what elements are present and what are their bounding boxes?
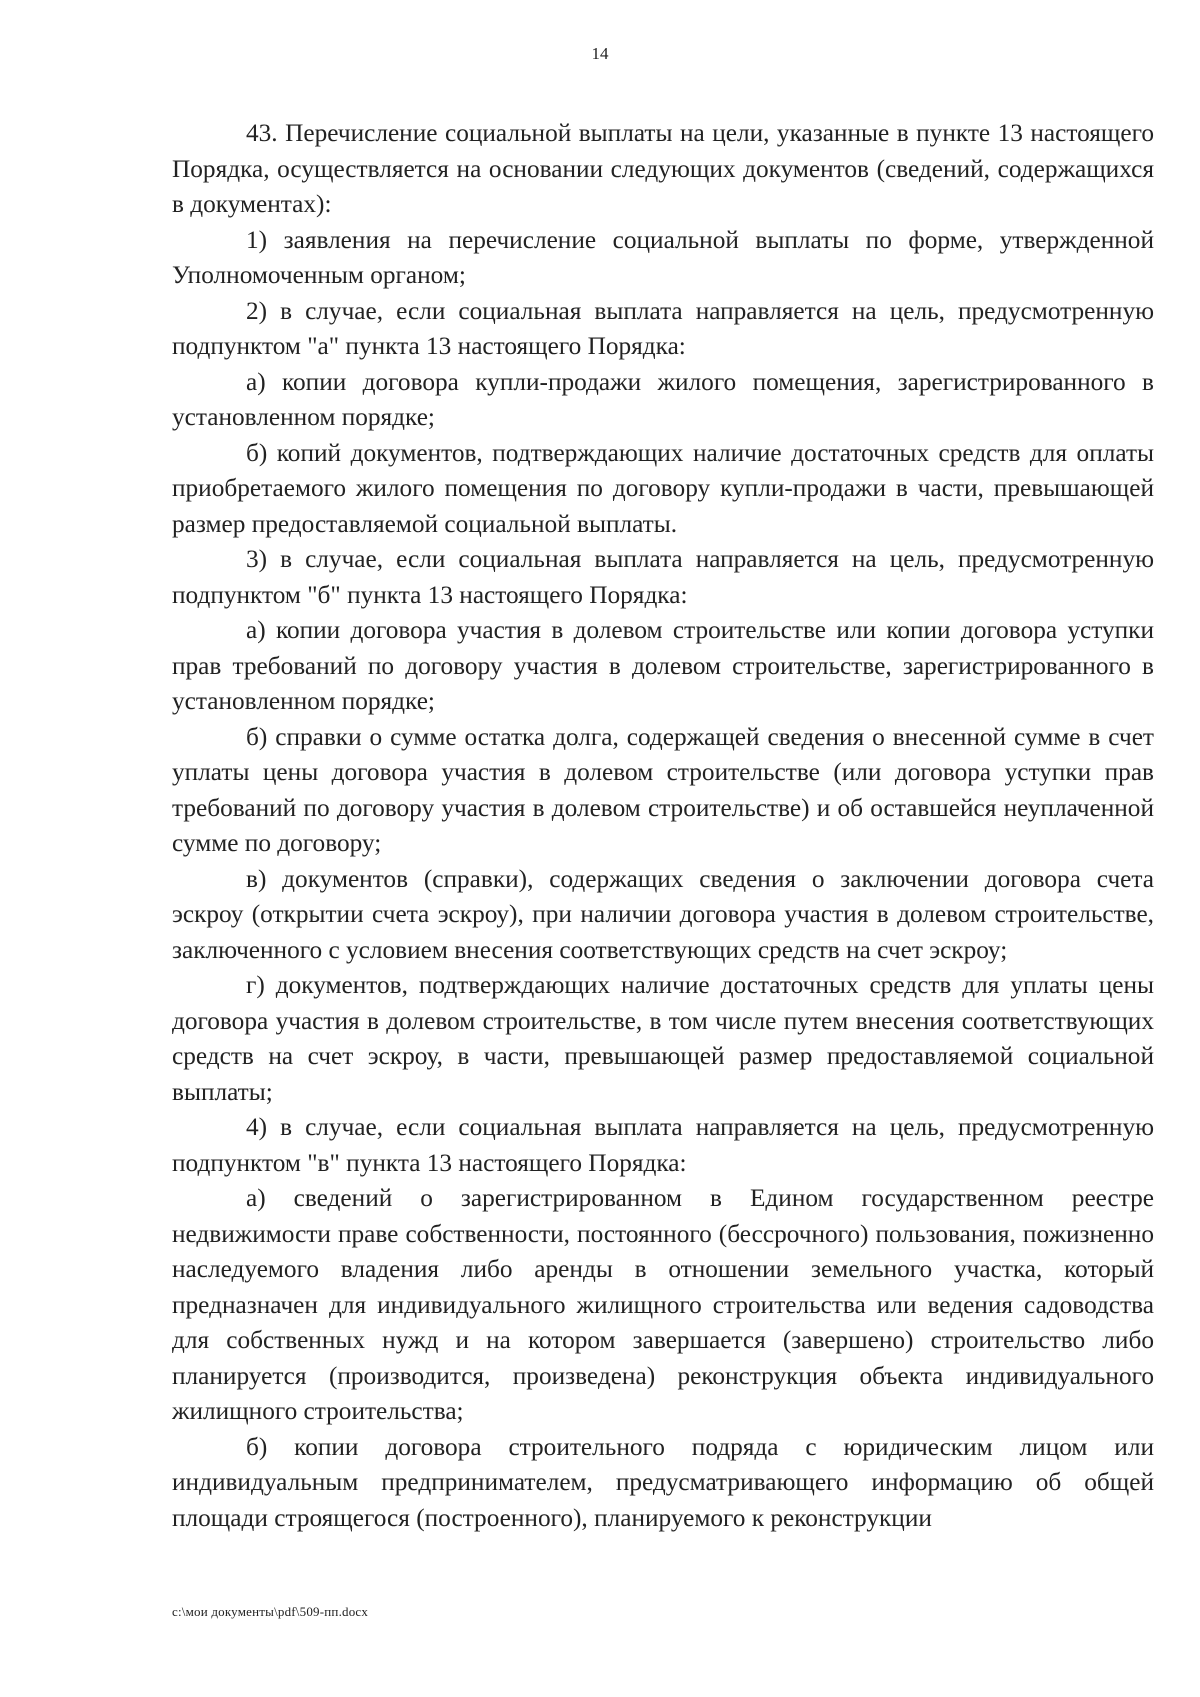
paragraph-item-3g: г) документов, подтверждающих наличие достаточных средств для уплаты цены договора участия в долевом строительстве, в том числе путем внесения соответствующих средств на счет эскроу, в части, превышающей размер предоставляемой социальной выплаты;: [172, 971, 1154, 1106]
paragraph-item-3b: б) справки о сумме остатка долга, содержащей сведения о внесенной сумме в счет уплаты цены договора участия в долевом строительстве (или договора уступки прав требований по договору участия в долевом строительстве) и об оставшейся неуплаченной сумме по договору;: [172, 722, 1154, 857]
paragraph-item-2a: а) копии договора купли-продажи жилого помещения, зарегистрированного в установленном порядке;: [172, 367, 1154, 431]
paragraph-item-4: 4) в случае, если социальная выплата направляется на цель, предусмотренную подпунктом "в" пункта 13 настоящего Порядка:: [172, 1113, 1154, 1177]
paragraph-item-3: 3) в случае, если социальная выплата направляется на цель, предусмотренную подпунктом "б" пункта 13 настоящего Порядка:: [172, 545, 1154, 609]
paragraph-item-3a: а) копии договора участия в долевом строительстве или копии договора уступки прав требований по договору участия в долевом строительстве, зарегистрированного в установленном порядке;: [172, 616, 1154, 715]
paragraph-item-3v: в) документов (справки), содержащих сведения о заключении договора счета эскроу (открытии счета эскроу), при наличии договора участия в долевом строительстве, заключенного с условием внесения соответствующих средств на счет эскроу;: [172, 864, 1154, 964]
document-body: [172, 116, 1154, 1536]
paragraph-43-intro: 43. Перечисление социальной выплаты на цели, указанные в пункте 13 настоящего Порядка, осуществляется на основании следующих документов (сведений, содержащихся в документах):: [172, 119, 1154, 218]
page-number: 14: [591, 44, 609, 63]
paragraph-item-2b: б) копий документов, подтверждающих наличие достаточных средств для оплаты приобретаемого жилого помещения по договору купли-продажи в части, превышающей размер предоставляемой социальной выплаты.: [172, 438, 1154, 538]
paragraph-item-2: 2) в случае, если социальная выплата направляется на цель, предусмотренную подпунктом "а" пункта 13 настоящего Порядка:: [172, 296, 1154, 360]
paragraph-item-4b: б) копии договора строительного подряда с юридическим лицом или индивидуальным предпринимателем, предусматривающего информацию об общей площади строящегося (построенного), планируемого к реконструкции: [172, 1432, 1154, 1532]
footer-file-path: c:\мои документы\pdf\509-пп.docx: [172, 1604, 369, 1619]
paragraph-item-1: 1) заявления на перечисление социальной выплаты по форме, утвержденной Уполномоченным органом;: [172, 225, 1154, 289]
paragraph-item-4a: а) сведений о зарегистрированном в Едином государственном реестре недвижимости праве собственности, постоянного (бессрочного) пользования, пожизненно наследуемого владения либо аренды в отношении земельного участка, который предназначен для индивидуального жилищного строительства или ведения садоводства для собственных нужд и на котором завершается (завершено) строительство либо планируется (производится, произведена) реконструкция объекта индивидуального жилищного строительства;: [172, 1184, 1154, 1425]
